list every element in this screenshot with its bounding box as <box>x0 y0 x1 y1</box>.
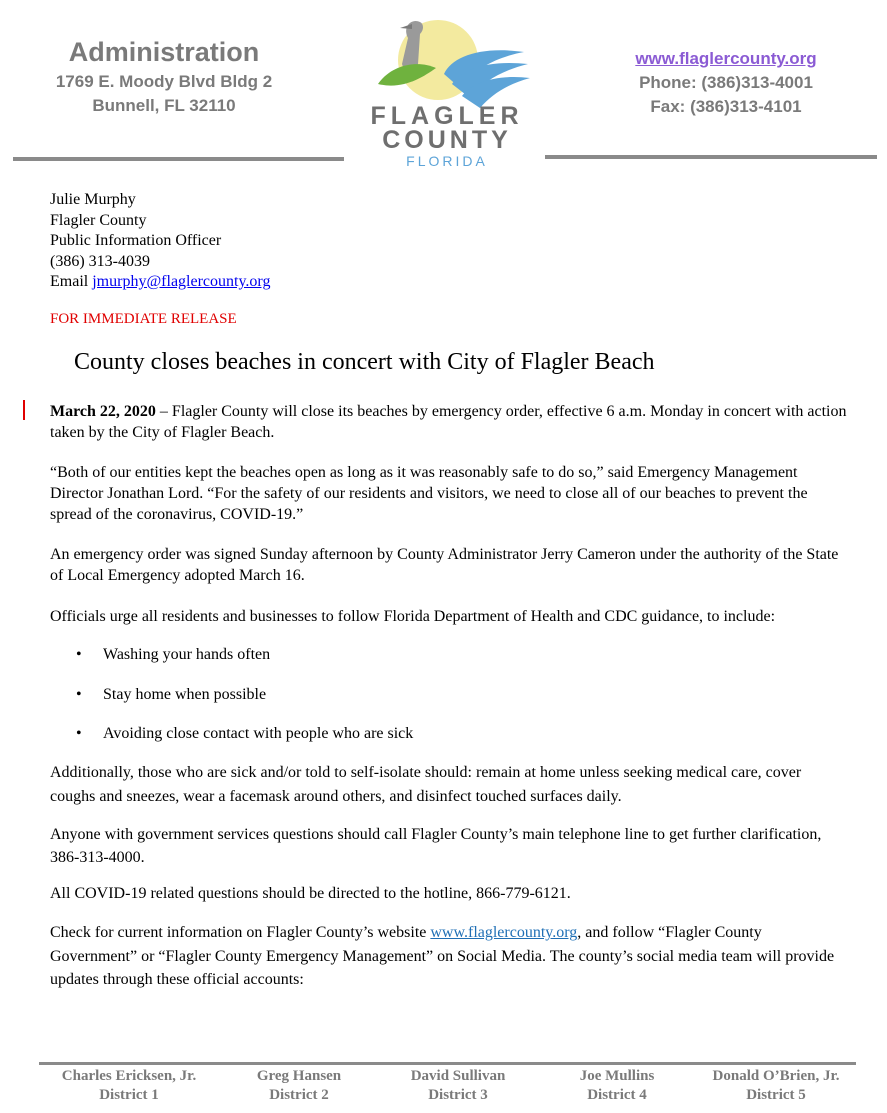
release-notice: FOR IMMEDIATE RELEASE <box>50 311 237 327</box>
fax-line: Fax: (386)313-4101 <box>650 97 802 116</box>
county-website-link[interactable]: www.flaglercounty.org <box>430 924 578 941</box>
list-item: • Avoiding close contact with people who are sick <box>50 724 850 744</box>
commissioner-4 <box>527 1067 707 1105</box>
paragraph-5: Additionally, those who are sick and/or told to self-isolate should: remain at home unless seeking medical care, cover coughs and sneezes, wear a facemask around others, and disinfect touched surfaces daily. <box>50 764 802 805</box>
paragraph-2: “Both of our entities kept the beaches open as long as it was reasonably safe to do so,” said Emergency Management Director Jonathan Lord. “For the safety of our residents and visitors, we need to close all of our beaches to prevent the spread of the coronavirus, COVID-19.” <box>50 464 808 523</box>
header-divider-left <box>13 157 344 161</box>
commissioner-district: District 5 <box>746 1087 806 1103</box>
paragraph-6: Anyone with government services questions should call Flagler County’s main telephone line to get further clarification, 386-313-4000. <box>50 826 822 866</box>
email-link[interactable]: jmurphy@flaglercounty.org <box>92 273 271 290</box>
commissioner-name: David Sullivan <box>410 1068 506 1084</box>
commissioner-district: District 4 <box>587 1087 647 1103</box>
contact-email-line <box>50 272 270 293</box>
logo-line-flagler: FLAGLER <box>370 102 524 130</box>
commissioner-name: Joe Mullins <box>579 1068 655 1084</box>
header-contact-block <box>600 47 852 119</box>
contact-name: Julie Murphy <box>50 191 136 208</box>
paragraph-1-text: – Flagler County will close its beaches by emergency order, effective 6 a.m. Monday in concert with action taken by the City of Flagler Beach. <box>50 403 847 441</box>
commissioner-district: District 2 <box>269 1087 329 1103</box>
commissioner-5 <box>686 1067 866 1105</box>
release-date: March 22, 2020 <box>50 403 156 420</box>
contact-phone: (386) 313-4039 <box>50 252 150 270</box>
guidance-list <box>50 645 850 744</box>
commissioner-name: Donald O’Brien, Jr. <box>712 1068 840 1084</box>
footer-divider <box>39 1062 856 1065</box>
commissioners-footer <box>0 1067 887 1107</box>
paragraph-1 <box>50 401 850 443</box>
commissioner-2 <box>209 1067 389 1105</box>
paragraph-8-text-b: , and follow “Flagler County Government” or “Flagler County Emergency Management” on Social Media. The county’s social media team will provide updates through these official accounts: <box>50 924 835 988</box>
commissioner-name: Greg Hansen <box>256 1068 342 1084</box>
address-line-1: 1769 E. Moody Blvd Bldg 2 <box>55 72 273 91</box>
address-line-2: Bunnell, FL 32110 <box>92 96 236 115</box>
paragraph-8 <box>50 921 850 992</box>
contact-org: Flagler County <box>50 211 147 229</box>
email-label: Email <box>50 273 93 290</box>
press-release-body <box>50 401 850 992</box>
paragraph-8-text-a: Check for current information on Flagler County’s website <box>50 924 431 941</box>
header-divider-right <box>545 155 877 159</box>
header-address-block <box>14 34 314 118</box>
logo-wordmark <box>352 104 542 170</box>
paragraph-3: An emergency order was signed Sunday afternoon by County Administrator Jerry Cameron under the authority of the State of Local Emergency adopted March 16. <box>50 546 839 584</box>
commissioner-district: District 1 <box>99 1087 159 1103</box>
revision-bar <box>23 400 25 420</box>
list-item: • Washing your hands often <box>50 645 850 665</box>
department-title: Administration <box>68 37 260 67</box>
commissioner-3 <box>368 1067 548 1105</box>
headline: County closes beaches in concert with City of Flagler Beach <box>74 349 655 375</box>
paragraph-7: All COVID-19 related questions should be directed to the hotline, 866-779-6121. <box>50 885 571 902</box>
list-item: • Stay home when possible <box>50 685 850 705</box>
commissioner-1 <box>39 1067 219 1105</box>
logo-line-florida: FLORIDA <box>406 153 488 169</box>
logo-line-county: COUNTY <box>382 126 512 154</box>
website-link[interactable]: www.flaglercounty.org <box>635 49 817 68</box>
contact-title: Public Information Officer <box>50 232 222 249</box>
commissioner-district: District 3 <box>428 1087 488 1103</box>
phone-line: Phone: (386)313-4001 <box>639 73 813 92</box>
paragraph-4: Officials urge all residents and businesses to follow Florida Department of Health and CDC guidance, to include: <box>50 608 776 625</box>
press-contact <box>50 190 270 293</box>
commissioner-name: Charles Ericksen, Jr. <box>61 1068 197 1084</box>
